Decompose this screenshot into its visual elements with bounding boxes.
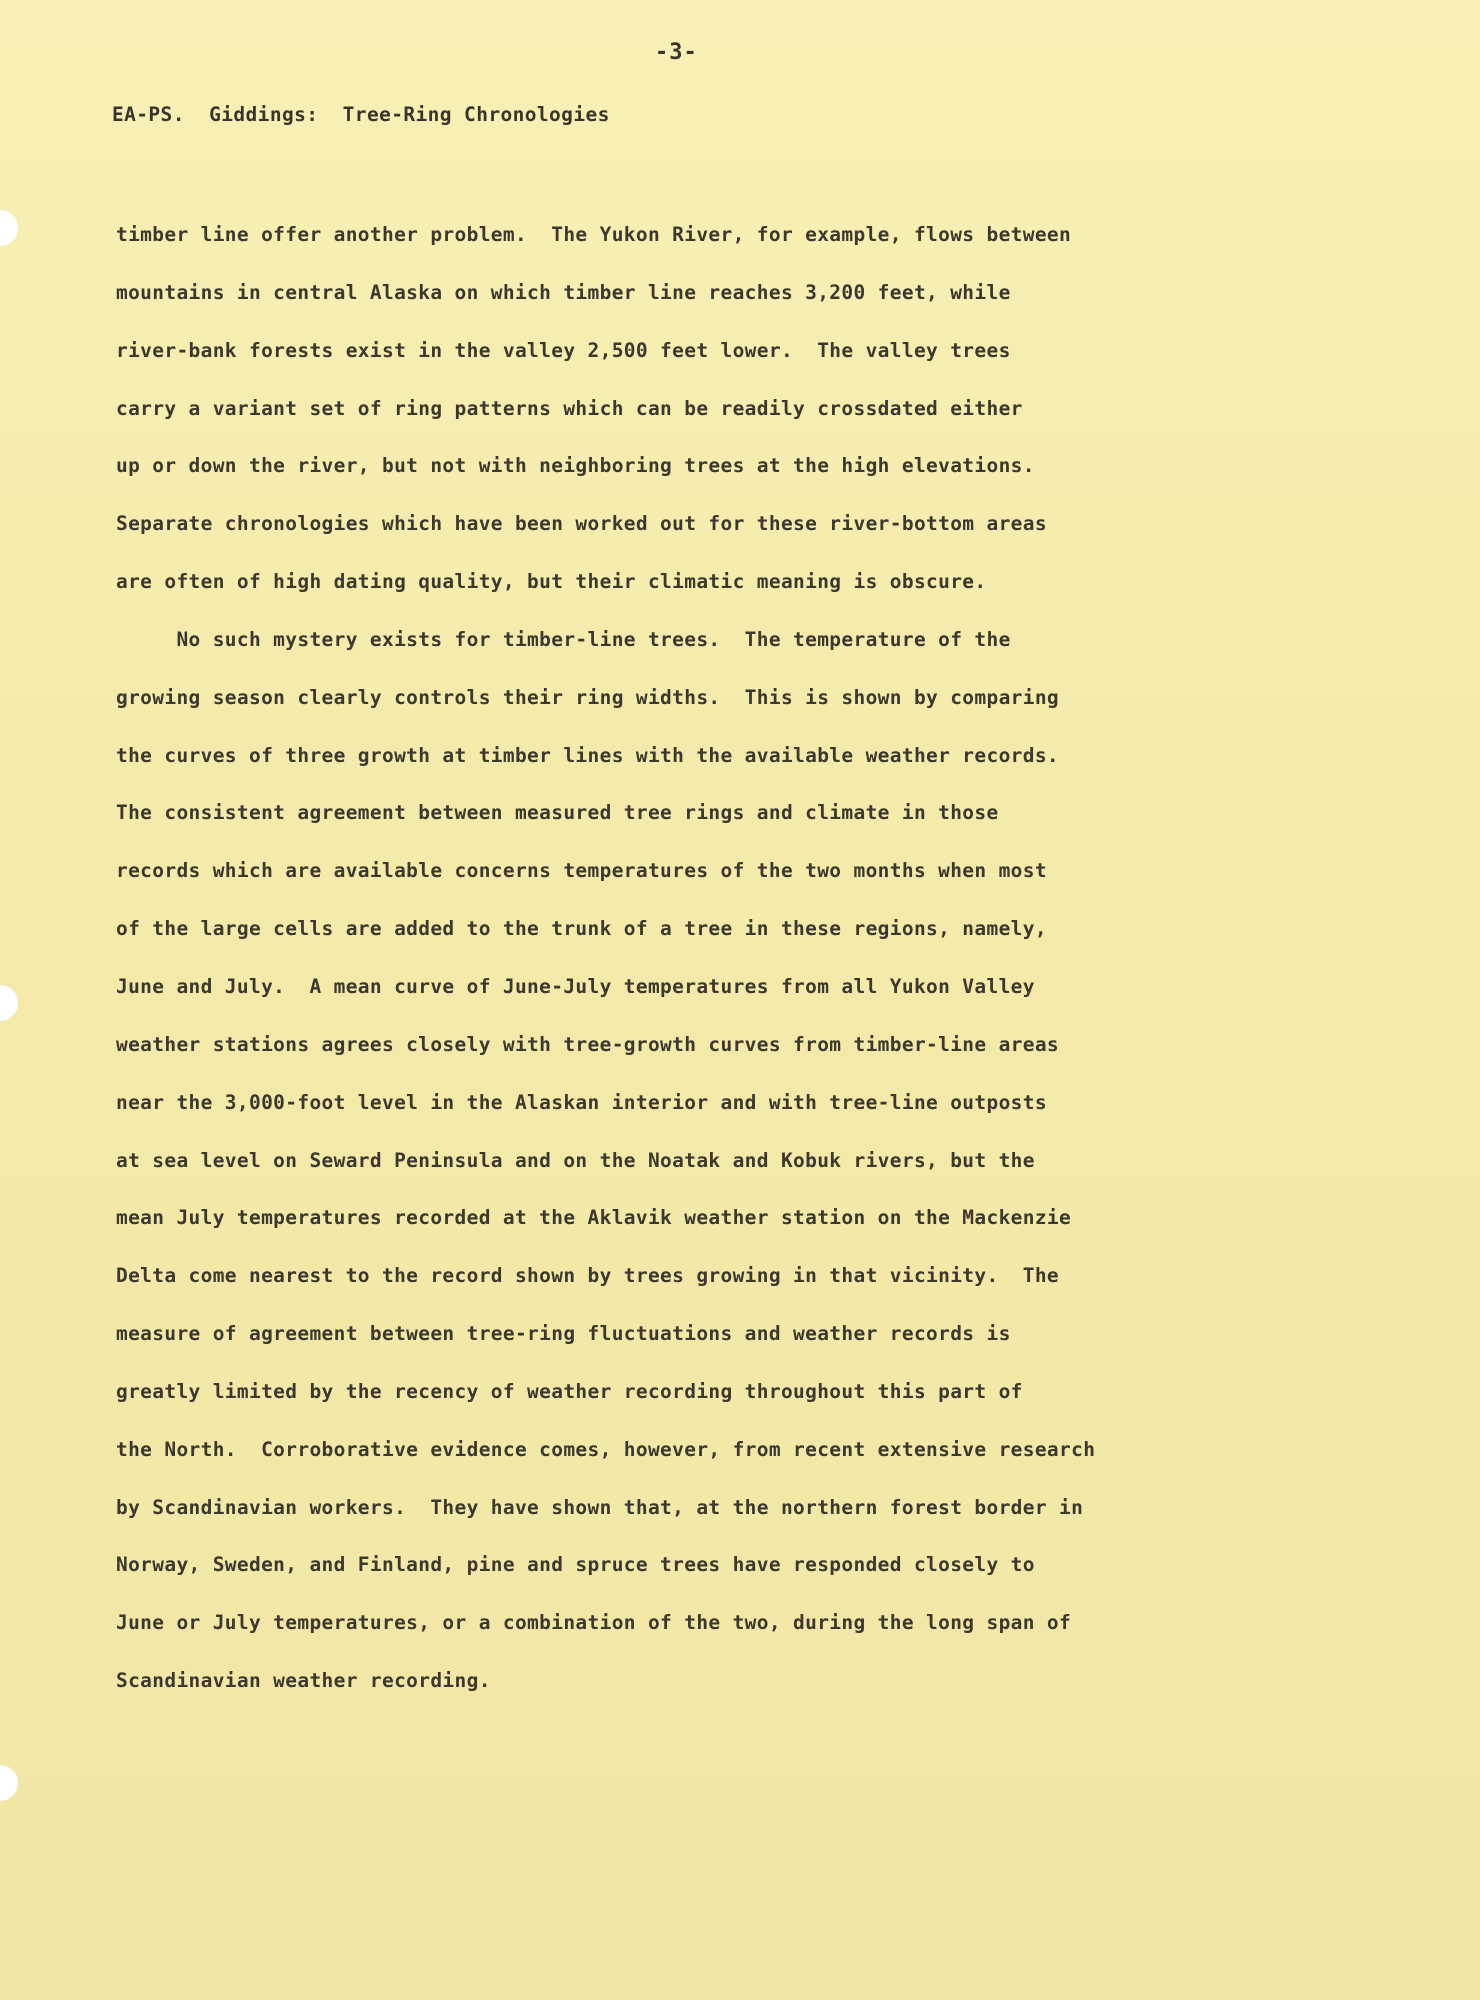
punch-hole (0, 1765, 18, 1801)
text-line: The consistent agreement between measured tree rings and climate in those (116, 801, 999, 825)
text-line: up or down the river, but not with neighboring trees at the high elevations. (116, 454, 1035, 478)
text-line: weather stations agrees closely with tree-growth curves from timber-line areas (116, 1032, 1060, 1056)
text-line: the North. Corroborative evidence comes, however, from recent extensive research (116, 1437, 1096, 1461)
text-line: near the 3,000-foot level in the Alaskan interior and with tree-line outposts (116, 1090, 1047, 1114)
text-line: at sea level on Seward Peninsula and on the Noatak and Kobuk rivers, but the (116, 1148, 1035, 1172)
text-line: are often of high dating quality, but their climatic meaning is obscure. (116, 570, 987, 594)
text-line: June or July temperatures, or a combination of the two, during the long span of (116, 1611, 1072, 1635)
text-line: mountains in central Alaska on which timber line reaches 3,200 feet, while (116, 280, 1011, 304)
page-number: -3- (655, 40, 698, 65)
text-line: Delta come nearest to the record shown by trees growing in that vicinity. The (116, 1264, 1060, 1288)
body-text (116, 206, 1376, 1710)
text-line: greatly limited by the recency of weather recording throughout this part of (116, 1379, 1023, 1403)
text-line: growing season clearly controls their ring widths. This is shown by comparing (116, 685, 1060, 709)
text-line: Scandinavian weather recording. (116, 1669, 491, 1693)
text-line: mean July temperatures recorded at the Aklavik weather station on the Mackenzie (116, 1206, 1072, 1230)
running-header: EA-PS. Giddings: Tree-Ring Chronologies (112, 103, 610, 126)
punch-hole (0, 210, 18, 246)
text-line: June and July. A mean curve of June-July temperatures from all Yukon Valley (116, 974, 1035, 998)
text-line: Norway, Sweden, and Finland, pine and spruce trees have responded closely to (116, 1553, 1035, 1577)
text-line: by Scandinavian workers. They have shown that, at the northern forest border in (116, 1495, 1084, 1519)
text-line: river-bank forests exist in the valley 2,500 feet lower. The valley trees (116, 338, 1011, 362)
text-line: measure of agreement between tree-ring fluctuations and weather records is (116, 1322, 1011, 1346)
text-line: timber line offer another problem. The Yukon River, for example, flows between (116, 223, 1072, 246)
punch-hole (0, 985, 18, 1021)
text-line: records which are available concerns temperatures of the two months when most (116, 859, 1047, 883)
text-line: carry a variant set of ring patterns which can be readily crossdated either (116, 396, 1023, 420)
text-line: Separate chronologies which have been worked out for these river-bottom areas (116, 512, 1047, 536)
text-line: the curves of three growth at timber lines with the available weather records. (116, 743, 1060, 767)
text-line: No such mystery exists for timber-line trees. The temperature of the (116, 627, 1011, 651)
text-line: of the large cells are added to the trunk of a tree in these regions, namely, (116, 917, 1047, 941)
